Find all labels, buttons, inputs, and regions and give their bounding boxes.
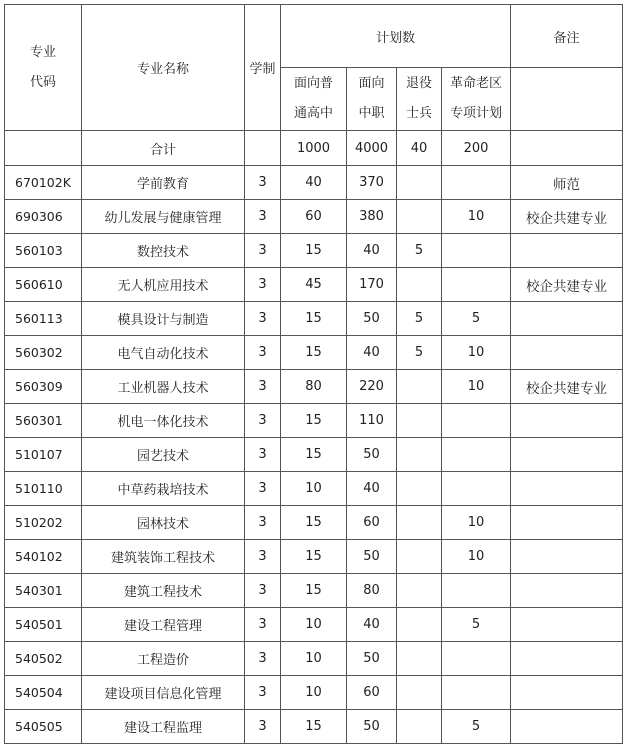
cell-laoqu xyxy=(442,676,511,710)
cell-laoqu: 10 xyxy=(442,336,511,370)
cell-zhongzhi: 40 xyxy=(347,608,397,642)
header-plan-gaozhong-line2: 通高中 xyxy=(293,106,333,121)
cell-code: 540502 xyxy=(5,642,82,676)
cell-tuiyi xyxy=(397,608,442,642)
header-remark-empty xyxy=(511,68,623,131)
cell-remark xyxy=(511,472,623,506)
total-duration xyxy=(245,131,281,166)
cell-laoqu xyxy=(442,574,511,608)
cell-name: 建设项目信息化管理 xyxy=(82,676,245,710)
cell-gaozhong: 15 xyxy=(281,234,347,268)
cell-code: 540301 xyxy=(5,574,82,608)
cell-duration: 3 xyxy=(245,574,281,608)
cell-name: 模具设计与制造 xyxy=(82,302,245,336)
cell-duration: 3 xyxy=(245,710,281,744)
cell-laoqu xyxy=(442,642,511,676)
header-code-line1: 专业 xyxy=(29,44,56,60)
cell-zhongzhi: 80 xyxy=(347,574,397,608)
cell-code: 560301 xyxy=(5,404,82,438)
cell-tuiyi xyxy=(397,506,442,540)
cell-zhongzhi: 60 xyxy=(347,676,397,710)
cell-name: 建筑工程技术 xyxy=(82,574,245,608)
cell-zhongzhi: 50 xyxy=(347,642,397,676)
cell-gaozhong: 10 xyxy=(281,642,347,676)
cell-zhongzhi: 60 xyxy=(347,506,397,540)
cell-laoqu: 5 xyxy=(442,710,511,744)
total-laoqu: 200 xyxy=(442,131,511,166)
enrollment-plan-table xyxy=(4,4,623,744)
header-plan-zhongzhi-line2: 中职 xyxy=(358,106,385,121)
table-row xyxy=(5,710,623,744)
cell-duration: 3 xyxy=(245,336,281,370)
cell-tuiyi xyxy=(397,268,442,302)
cell-tuiyi xyxy=(397,642,442,676)
cell-gaozhong: 45 xyxy=(281,268,347,302)
cell-name: 工程造价 xyxy=(82,642,245,676)
table-row xyxy=(5,642,623,676)
total-label: 合计 xyxy=(82,131,245,166)
cell-tuiyi xyxy=(397,710,442,744)
cell-gaozhong: 15 xyxy=(281,404,347,438)
cell-remark xyxy=(511,608,623,642)
header-row-1 xyxy=(5,5,623,68)
cell-laoqu: 10 xyxy=(442,200,511,234)
cell-code: 560302 xyxy=(5,336,82,370)
table-row xyxy=(5,268,623,302)
table-row xyxy=(5,472,623,506)
cell-name: 园艺技术 xyxy=(82,438,245,472)
cell-zhongzhi: 380 xyxy=(347,200,397,234)
cell-code: 540505 xyxy=(5,710,82,744)
table-row xyxy=(5,336,623,370)
cell-remark xyxy=(511,574,623,608)
cell-gaozhong: 60 xyxy=(281,200,347,234)
table-row xyxy=(5,166,623,200)
cell-remark: 师范 xyxy=(511,166,623,200)
cell-code: 540501 xyxy=(5,608,82,642)
cell-gaozhong: 15 xyxy=(281,438,347,472)
cell-tuiyi: 5 xyxy=(397,336,442,370)
cell-tuiyi xyxy=(397,676,442,710)
table-row xyxy=(5,234,623,268)
table-row xyxy=(5,404,623,438)
cell-tuiyi xyxy=(397,540,442,574)
cell-zhongzhi: 50 xyxy=(347,710,397,744)
cell-gaozhong: 15 xyxy=(281,336,347,370)
table-row xyxy=(5,574,623,608)
cell-gaozhong: 15 xyxy=(281,302,347,336)
header-plan-tuiyi-line1: 退役 xyxy=(405,76,432,91)
cell-duration: 3 xyxy=(245,540,281,574)
cell-code: 510107 xyxy=(5,438,82,472)
header-plan-laoqu-line1: 革命老区 xyxy=(450,76,503,91)
cell-name: 学前教育 xyxy=(82,166,245,200)
cell-code: 670102K xyxy=(5,166,82,200)
total-tuiyi: 40 xyxy=(397,131,442,166)
cell-gaozhong: 15 xyxy=(281,540,347,574)
cell-remark: 校企共建专业 xyxy=(511,268,623,302)
cell-laoqu xyxy=(442,404,511,438)
cell-duration: 3 xyxy=(245,438,281,472)
cell-laoqu xyxy=(442,472,511,506)
cell-zhongzhi: 110 xyxy=(347,404,397,438)
cell-duration: 3 xyxy=(245,404,281,438)
cell-tuiyi xyxy=(397,438,442,472)
cell-remark: 校企共建专业 xyxy=(511,200,623,234)
cell-laoqu: 10 xyxy=(442,370,511,404)
cell-tuiyi xyxy=(397,370,442,404)
cell-remark xyxy=(511,336,623,370)
cell-duration: 3 xyxy=(245,302,281,336)
cell-code: 510110 xyxy=(5,472,82,506)
cell-remark xyxy=(511,302,623,336)
cell-name: 电气自动化技术 xyxy=(82,336,245,370)
cell-name: 数控技术 xyxy=(82,234,245,268)
cell-zhongzhi: 370 xyxy=(347,166,397,200)
cell-remark xyxy=(511,404,623,438)
header-plan: 计划数 xyxy=(281,5,511,68)
cell-duration: 3 xyxy=(245,676,281,710)
cell-duration: 3 xyxy=(245,472,281,506)
total-zhongzhi: 4000 xyxy=(347,131,397,166)
header-code-line2: 代码 xyxy=(29,74,56,90)
cell-laoqu xyxy=(442,438,511,472)
header-plan-tuiyi-line2: 士兵 xyxy=(405,106,432,121)
total-remark xyxy=(511,131,623,166)
cell-laoqu: 10 xyxy=(442,540,511,574)
cell-tuiyi xyxy=(397,200,442,234)
cell-name: 建筑装饰工程技术 xyxy=(82,540,245,574)
cell-zhongzhi: 220 xyxy=(347,370,397,404)
cell-duration: 3 xyxy=(245,268,281,302)
table-row xyxy=(5,302,623,336)
cell-laoqu: 5 xyxy=(442,608,511,642)
header-code xyxy=(5,5,82,131)
cell-code: 690306 xyxy=(5,200,82,234)
cell-tuiyi: 5 xyxy=(397,302,442,336)
cell-gaozhong: 15 xyxy=(281,574,347,608)
cell-name: 无人机应用技术 xyxy=(82,268,245,302)
cell-laoqu: 10 xyxy=(442,506,511,540)
header-plan-zhongzhi-line1: 面向 xyxy=(358,76,385,91)
table-row xyxy=(5,540,623,574)
cell-zhongzhi: 50 xyxy=(347,302,397,336)
table-row xyxy=(5,506,623,540)
cell-remark: 校企共建专业 xyxy=(511,370,623,404)
cell-code: 560103 xyxy=(5,234,82,268)
cell-zhongzhi: 50 xyxy=(347,540,397,574)
cell-tuiyi xyxy=(397,166,442,200)
cell-gaozhong: 80 xyxy=(281,370,347,404)
header-plan-tuiyi xyxy=(397,68,442,131)
total-code-empty xyxy=(5,131,82,166)
cell-gaozhong: 40 xyxy=(281,166,347,200)
cell-remark xyxy=(511,642,623,676)
header-plan-gaozhong-line1: 面向普 xyxy=(293,76,333,91)
header-duration: 学制 xyxy=(245,5,281,131)
table-row xyxy=(5,438,623,472)
cell-laoqu xyxy=(442,268,511,302)
cell-laoqu xyxy=(442,234,511,268)
table-row xyxy=(5,608,623,642)
cell-duration: 3 xyxy=(245,608,281,642)
cell-name: 中草药栽培技术 xyxy=(82,472,245,506)
cell-tuiyi: 5 xyxy=(397,234,442,268)
cell-tuiyi xyxy=(397,574,442,608)
total-row xyxy=(5,131,623,166)
header-name: 专业名称 xyxy=(82,5,245,131)
header-remark: 备注 xyxy=(511,5,623,68)
cell-tuiyi xyxy=(397,404,442,438)
cell-duration: 3 xyxy=(245,200,281,234)
header-plan-zhongzhi xyxy=(347,68,397,131)
cell-laoqu xyxy=(442,166,511,200)
cell-remark xyxy=(511,676,623,710)
table-row xyxy=(5,370,623,404)
header-plan-gaozhong xyxy=(281,68,347,131)
table-row xyxy=(5,676,623,710)
cell-remark xyxy=(511,540,623,574)
cell-remark xyxy=(511,438,623,472)
cell-name: 幼儿发展与健康管理 xyxy=(82,200,245,234)
cell-gaozhong: 10 xyxy=(281,608,347,642)
cell-zhongzhi: 40 xyxy=(347,336,397,370)
cell-gaozhong: 10 xyxy=(281,676,347,710)
cell-zhongzhi: 170 xyxy=(347,268,397,302)
cell-remark xyxy=(511,234,623,268)
cell-zhongzhi: 40 xyxy=(347,234,397,268)
cell-duration: 3 xyxy=(245,370,281,404)
cell-code: 560113 xyxy=(5,302,82,336)
cell-code: 510202 xyxy=(5,506,82,540)
total-gaozhong: 1000 xyxy=(281,131,347,166)
cell-code: 540504 xyxy=(5,676,82,710)
cell-name: 机电一体化技术 xyxy=(82,404,245,438)
table-row xyxy=(5,200,623,234)
cell-tuiyi xyxy=(397,472,442,506)
cell-gaozhong: 15 xyxy=(281,710,347,744)
cell-duration: 3 xyxy=(245,642,281,676)
cell-code: 560309 xyxy=(5,370,82,404)
cell-name: 建设工程管理 xyxy=(82,608,245,642)
cell-code: 540102 xyxy=(5,540,82,574)
cell-name: 建设工程监理 xyxy=(82,710,245,744)
cell-duration: 3 xyxy=(245,166,281,200)
cell-name: 园林技术 xyxy=(82,506,245,540)
cell-name: 工业机器人技术 xyxy=(82,370,245,404)
cell-gaozhong: 10 xyxy=(281,472,347,506)
cell-code: 560610 xyxy=(5,268,82,302)
cell-remark xyxy=(511,506,623,540)
cell-zhongzhi: 40 xyxy=(347,472,397,506)
cell-gaozhong: 15 xyxy=(281,506,347,540)
cell-remark xyxy=(511,710,623,744)
cell-duration: 3 xyxy=(245,506,281,540)
cell-duration: 3 xyxy=(245,234,281,268)
header-plan-laoqu xyxy=(442,68,511,131)
header-plan-laoqu-line2: 专项计划 xyxy=(450,106,503,121)
cell-laoqu: 5 xyxy=(442,302,511,336)
cell-zhongzhi: 50 xyxy=(347,438,397,472)
